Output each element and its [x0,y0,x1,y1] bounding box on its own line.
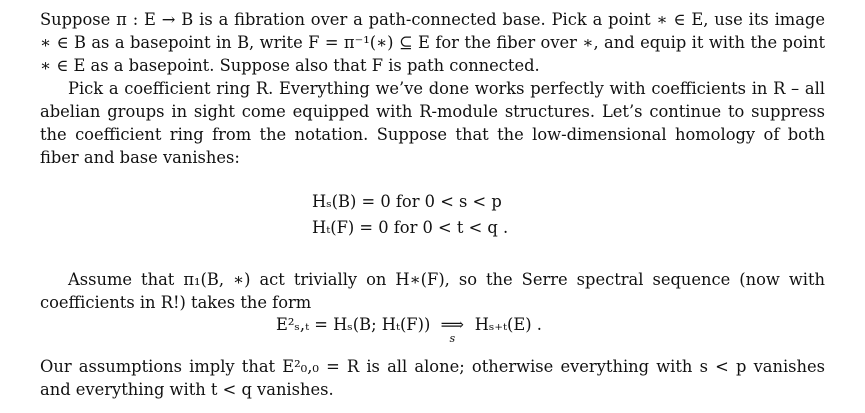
paragraph-3: Assume that π₁(B, ∗) act trivially on H∗(F), so the Serre spectral sequence (now with coefficients in R!) takes the form [40,270,825,312]
equation-base-homology: Hₛ(B) = 0 for 0 < s < p [312,192,502,211]
converges-arrow: ⟹ s [436,313,470,336]
ss-lhs: E²ₛ,ₜ = Hₛ(B; Hₜ(F)) [276,315,431,334]
document-page [40,8,825,399]
paragraph-4: Our assumptions imply that E²₀,₀ = R is all alone; otherwise everything with s < p vanishes and everything with t < q vanishes. [40,357,825,399]
equation-fiber-homology: Hₜ(F) = 0 for 0 < t < q . [312,218,509,237]
ss-rhs: Hₛ₊ₜ(E) . [474,315,542,334]
serre-ss-line [276,313,542,345]
paragraph-1: Suppose π : E → B is a fibration over a path-connected base. Pick a point ∗ ∈ E, use its image ∗ ∈ B as a basepoint in B, write F = π⁻¹(∗) ⊆ E for the fiber over ∗, and equip it with the point ∗ ∈ E as a basepoint. Suppose also that F is path connected. [40,10,825,75]
display-equations [40,190,825,240]
spectral-sequence-equation [40,313,825,349]
paragraph-2: Pick a coefficient ring R. Everything we’ve done works perfectly with coefficients in R – all abelian groups in sight come equipped with R-module structures. Let’s continue to suppress the coefficient ring from the notation. Suppose that the low-dimensional homology of both fiber and base vanishes: [40,79,825,167]
arrow-subscript: s [449,332,456,345]
